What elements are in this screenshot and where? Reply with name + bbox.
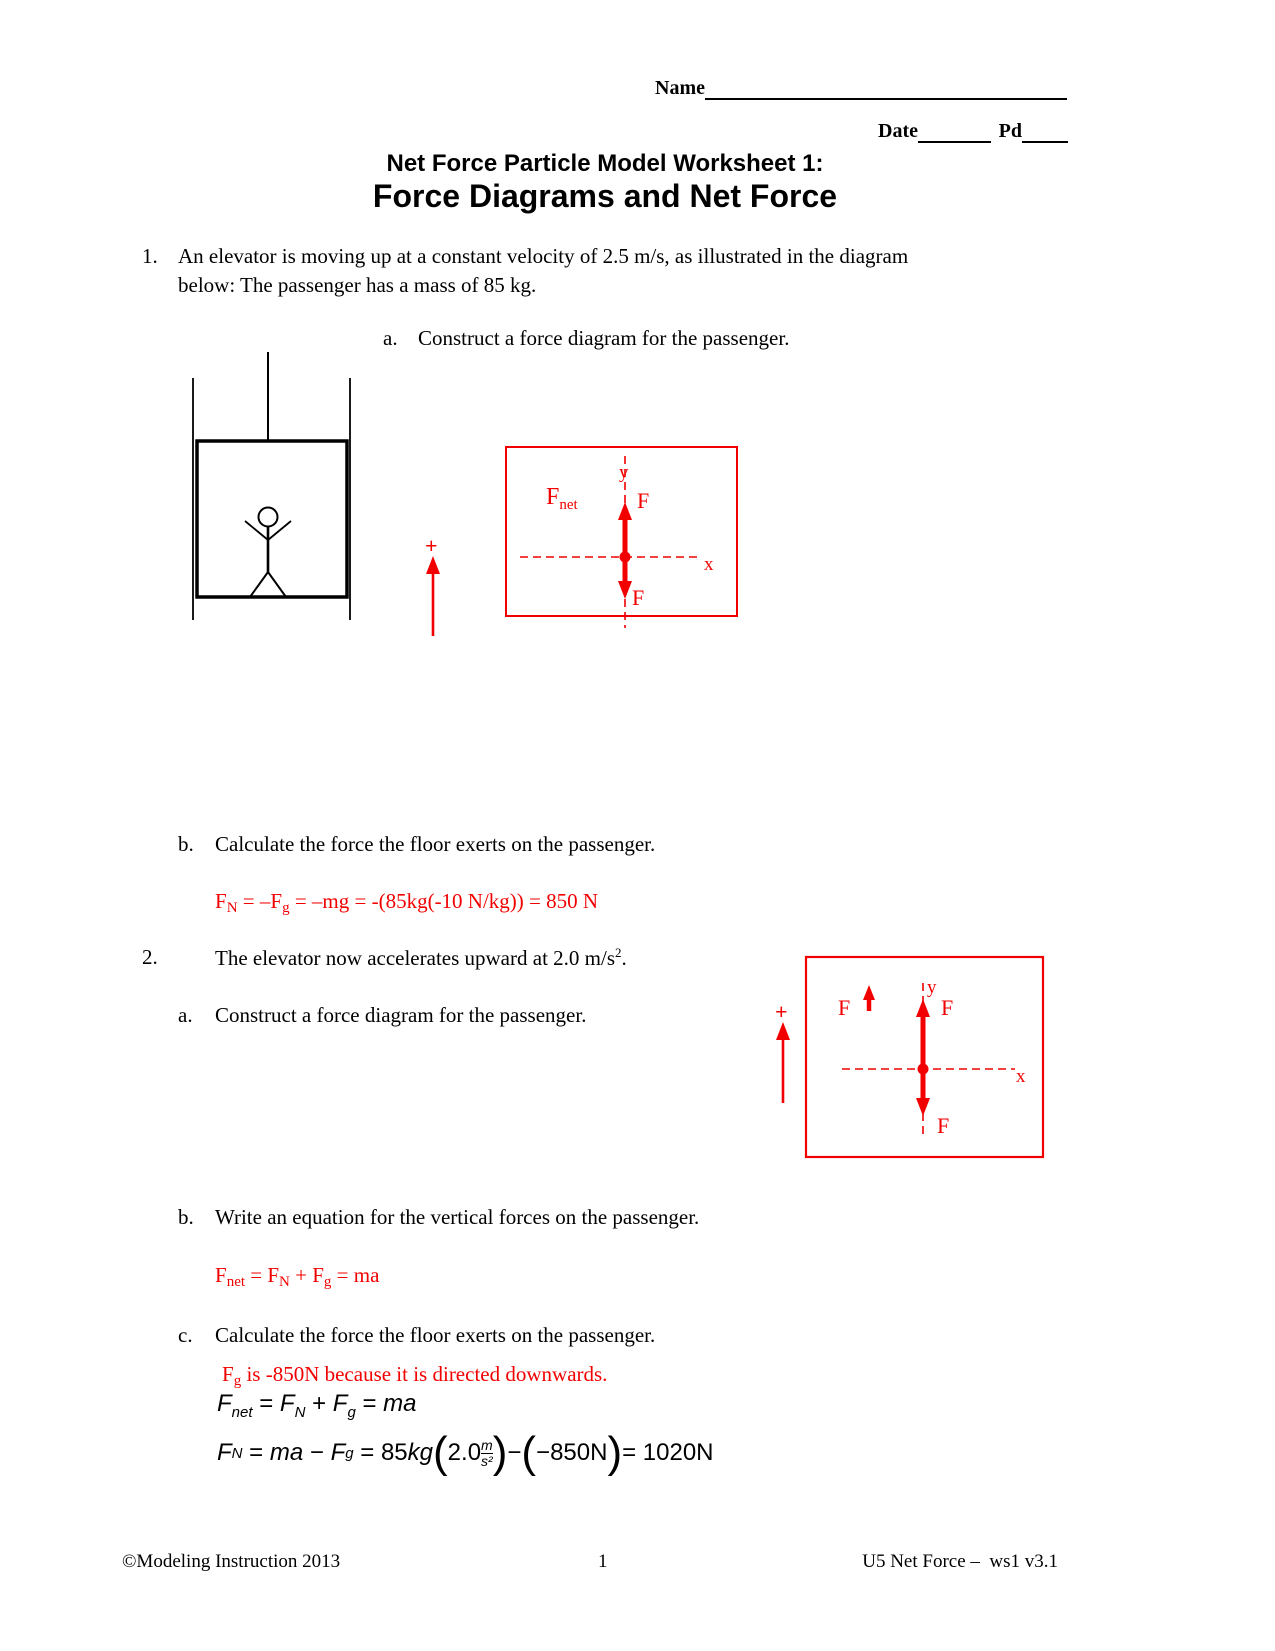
f-down-label: F [632,585,645,610]
q2c-equation-1 [217,1390,416,1421]
gravity-force-arrow-head [916,1098,930,1116]
y-axis-label: y [619,462,629,483]
eq-subscript: net [226,1274,246,1290]
force-diagram-2 [800,953,1052,1165]
q2b-label: b. [178,1205,194,1229]
elevator-diagram [165,342,377,627]
q1-text-line2: below: The passenger has a mass of 85 kg. [178,273,537,297]
note-text: is -850N because it is directed downwards. [241,1362,608,1386]
f-up-label: F [637,488,650,513]
passenger-legs [250,572,286,597]
footer-page-number: 1 [598,1551,608,1572]
passenger-head [259,508,278,527]
q2-text-superscript: 2 [615,945,622,960]
eq-operator: = [355,1390,384,1417]
eq-term: = ma [331,1263,380,1287]
f-down-label: F [937,1113,950,1138]
y-axis-label: y [927,977,937,998]
eq-subscript: N [294,1404,306,1421]
plus-sign: + [775,999,788,1024]
positive-direction-indicator-1 [414,528,454,643]
eq-subscript: N [231,1444,243,1462]
eq-term: ma [383,1390,417,1417]
q2-text [215,945,627,971]
worksheet-title: Force Diagrams and Net Force [372,178,838,214]
q1a-text: Construct a force diagram for the passenger. [418,326,790,350]
q2a-text: Construct a force diagram for the passenger. [215,1003,587,1027]
q2b-answer-equation [215,1263,379,1291]
fnet-label: F [838,995,851,1020]
plus-sign: + [425,533,438,558]
eq-term: = –F [237,889,283,913]
passenger-arm-right [268,521,291,540]
q1-text-line1: An elevator is moving up at a constant velocity of 2.5 m/s, as illustrated in the diagram [178,244,909,268]
pd-blank-line [1022,119,1068,143]
fraction-denominator: s² [481,1452,493,1469]
passenger-arm-left [245,521,268,540]
eq-subscript: g [345,1444,354,1462]
date-pd-row [878,119,1068,143]
eq-term: ma [269,1439,304,1466]
f-up-label: F [941,995,954,1020]
eq-operator: + [305,1390,333,1417]
worksheet-subtitle: Net Force Particle Model Worksheet 1: [386,150,824,177]
x-axis-label: x [1016,1066,1026,1087]
eq-result: = 1020N [622,1439,714,1466]
q1-number: 1. [142,244,158,268]
pd-label: Pd [998,120,1022,142]
eq-number: 2.0 [447,1439,482,1466]
eq-term: = –mg = -(85kg(-10 N/kg)) = 850 N [289,889,599,913]
eq-term: = F [245,1263,280,1287]
eq-term: F [215,1263,227,1287]
q2-text-main: The elevator now accelerates upward at 2.0 m/s [215,946,615,970]
name-label: Name [655,77,705,99]
q2a-label: a. [178,1003,193,1027]
eq-term: + F [289,1263,324,1287]
date-label: Date [878,120,918,142]
eq-subscript: N [279,1274,290,1290]
eq-term: F [217,1439,232,1466]
eq-subscript: net [231,1404,253,1421]
q2-number: 2. [142,945,158,969]
fraction-numerator: m [481,1436,493,1453]
fnet-label: $F_{net}$ [546,484,578,513]
eq-term: F [279,1390,295,1417]
x-axis-label: x [704,554,714,575]
particle-dot [620,552,631,563]
eq-term: F [217,1390,232,1417]
footer-version: U5 Net Force – ws1 v3.1 [862,1551,1058,1572]
meters-per-second-squared-fraction [481,1438,493,1468]
name-blank-line [705,76,1067,100]
normal-force-arrow-head [916,999,930,1017]
eq-subscript: g [347,1404,356,1421]
positive-direction-indicator-2 [764,998,804,1110]
q2c-label: c. [178,1323,193,1347]
q1-answer-equation [215,889,598,917]
footer-copyright: ©Modeling Instruction 2013 [122,1551,341,1572]
eq-operator: = [252,1390,280,1417]
q1a-label: a. [383,326,398,350]
eq-subscript: g [282,900,290,916]
q1b-text: Calculate the force the floor exerts on the passenger. [215,832,656,856]
eq-number: 85 [380,1439,408,1466]
eq-operator: = [353,1439,381,1466]
normal-force-arrow-head [618,502,632,520]
q2c-equation-2: F N = ma − F g = 85 kg ( 2.0 $\frac{m}{\text{s²}}$ ) − ( −850N ) = 1020N [217,1428,714,1477]
eq-operator: − [303,1439,331,1466]
q2c-note [222,1362,607,1390]
force-diagram-1 [498,442,746,636]
up-arrow-head [776,1022,790,1040]
eq-subscript: g [233,1373,242,1389]
eq-term: F [222,1362,234,1386]
q2b-text: Write an equation for the vertical forces on the passenger. [215,1205,700,1229]
eq-subscript: g [323,1274,332,1290]
particle-dot [918,1064,929,1075]
eq-subscript: N [226,900,238,916]
q2c-text: Calculate the force the floor exerts on the passenger. [215,1323,656,1347]
name-row [655,76,1067,100]
eq-term: F [330,1439,346,1466]
q1b-label: b. [178,832,194,856]
eq-number: −850N [536,1439,608,1466]
eq-term: F [332,1390,348,1417]
fnet-arrow-head [863,985,875,1000]
eq-unit: kg [407,1439,434,1466]
up-arrow-head [426,556,440,574]
eq-operator: = [242,1439,270,1466]
eq-term: F [215,889,227,913]
date-blank-line [918,119,991,143]
eq-operator: − [507,1439,522,1466]
elevator-car [197,441,347,597]
gravity-force-arrow-head [618,581,632,599]
q2-text-period: . [621,946,627,970]
